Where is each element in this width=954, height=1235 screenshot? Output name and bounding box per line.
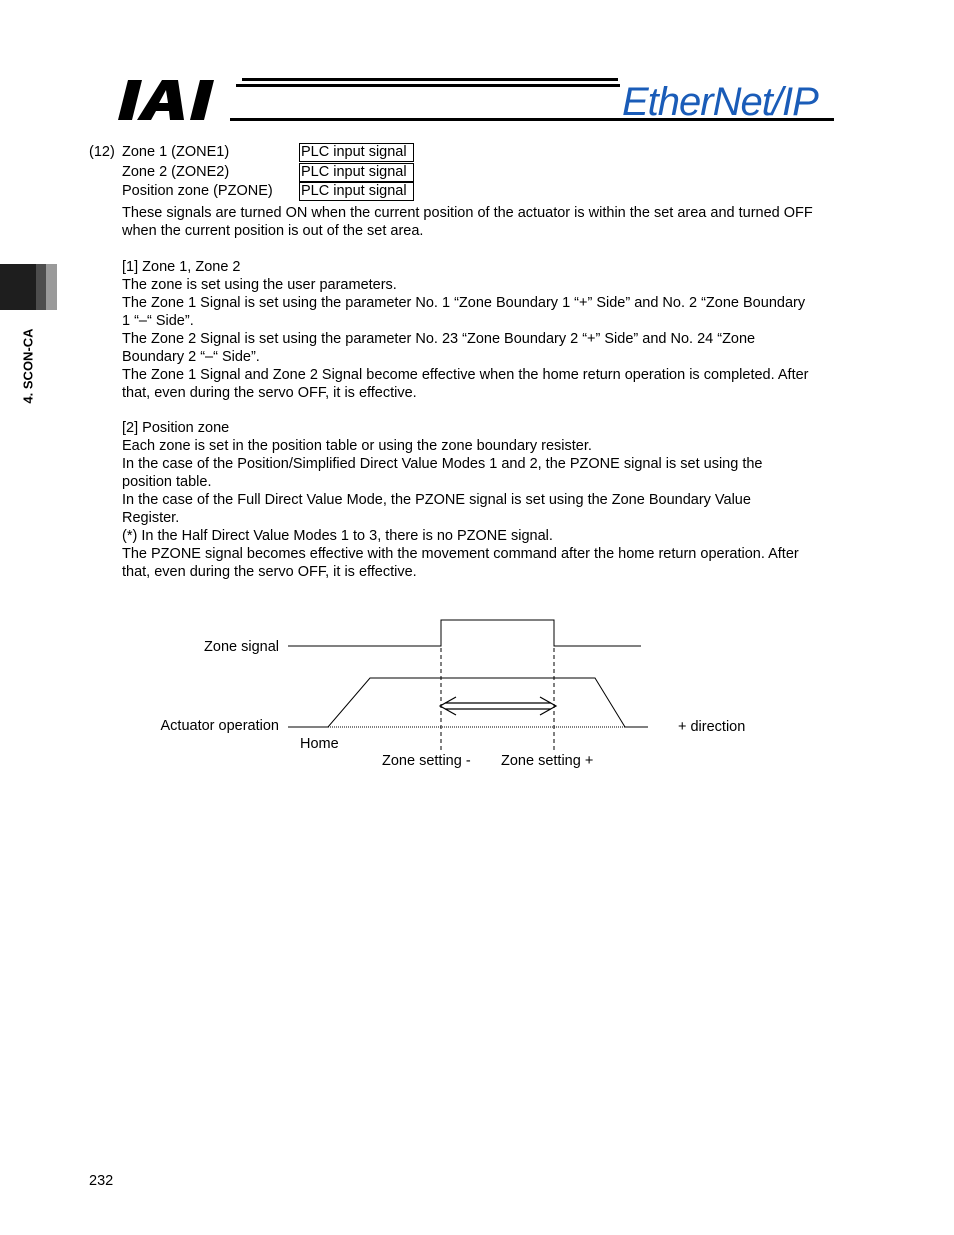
text-line: The Zone 1 Signal and Zone 2 Signal become effective when the home return operation is completed. After bbox=[122, 367, 809, 383]
ethernet-ip-brand: EtherNet/IP bbox=[622, 80, 818, 124]
text-line: (*) In the Half Direct Value Modes 1 to 3, there is no PZONE signal. bbox=[122, 528, 553, 544]
text-line: 1 “–“ Side”. bbox=[122, 313, 194, 329]
text-line: In the case of the Position/Simplified Direct Value Modes 1 and 2, the PZONE signal is set using the bbox=[122, 456, 763, 472]
home-label: Home bbox=[300, 736, 339, 752]
zone-signal-label: Zone signal bbox=[204, 639, 279, 655]
zone-range-arrow-icon bbox=[440, 697, 556, 715]
zone-setting-plus-label: Zone setting + bbox=[501, 753, 594, 769]
text-line: The Zone 1 Signal is set using the parameter No. 1 “Zone Boundary 1 “+” Side” and No. 2 “Zone Boundary bbox=[122, 295, 806, 311]
text-line: These signals are turned ON when the current position of the actuator is within the set area and turned OFF bbox=[122, 205, 813, 221]
text-line: Boundary 2 “–“ Side”. bbox=[122, 349, 260, 365]
intro-paragraph bbox=[122, 204, 872, 240]
text-line: that, even during the servo OFF, it is effective. bbox=[122, 385, 417, 401]
signal-name-pzone: Position zone (PZONE) bbox=[122, 183, 273, 199]
zone-signal-waveform bbox=[288, 620, 641, 646]
section-number: (12) bbox=[89, 144, 115, 160]
text-line: Each zone is set in the position table or using the zone boundary resister. bbox=[122, 438, 592, 454]
text-line: The PZONE signal becomes effective with the movement command after the home return operation. After bbox=[122, 546, 799, 562]
text-line: In the case of the Full Direct Value Mode, the PZONE signal is set using the Zone Boundary Value bbox=[122, 492, 751, 508]
signal-type-zone1: PLC input signal bbox=[299, 143, 414, 162]
text-line: when the current position is out of the set area. bbox=[122, 223, 424, 239]
subsection-heading: [1] Zone 1, Zone 2 bbox=[122, 259, 241, 275]
text-line: The Zone 2 Signal is set using the parameter No. 23 “Zone Boundary 2 “+” Side” and No. 24 “Zone bbox=[122, 331, 756, 347]
text-line: position table. bbox=[122, 474, 212, 490]
side-tab-dark-block bbox=[0, 264, 36, 310]
text-line: The zone is set using the user parameters. bbox=[122, 277, 397, 293]
actuator-operation-label: Actuator operation bbox=[160, 718, 279, 734]
signal-name-zone2: Zone 2 (ZONE2) bbox=[122, 164, 230, 180]
page-number: 232 bbox=[89, 1173, 114, 1189]
signal-type-zone2: PLC input signal bbox=[299, 163, 414, 182]
signal-type-pzone: PLC input signal bbox=[299, 182, 414, 201]
direction-label: + direction bbox=[678, 719, 746, 735]
text-line: that, even during the servo OFF, it is effective. bbox=[122, 564, 417, 580]
signal-name-zone1: Zone 1 (ZONE1) bbox=[122, 144, 230, 160]
chapter-tab-label: 4. SCON-CA bbox=[20, 328, 36, 404]
text-line: Register. bbox=[122, 510, 180, 526]
zone-subsection bbox=[122, 258, 872, 402]
subsection-heading: [2] Position zone bbox=[122, 420, 230, 436]
pzone-subsection bbox=[122, 419, 872, 581]
zone-setting-minus-label: Zone setting - bbox=[382, 753, 471, 769]
iai-logo bbox=[118, 78, 230, 122]
zone-timing-diagram bbox=[140, 600, 780, 790]
side-tab-light-block bbox=[46, 264, 57, 310]
side-tab-mid-block bbox=[36, 264, 46, 310]
